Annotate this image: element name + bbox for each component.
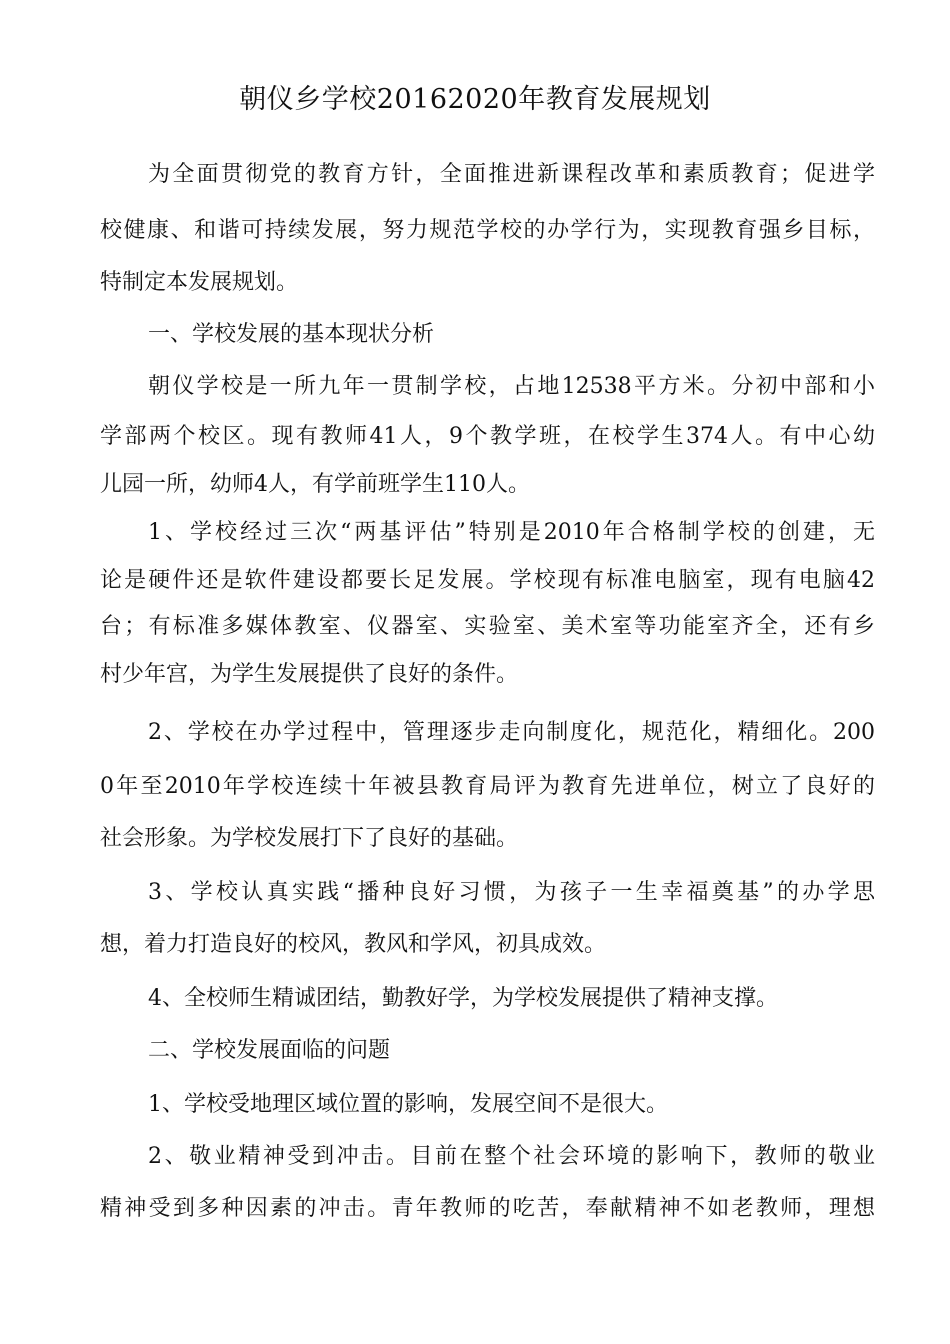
document-title: 朝仪乡学校20162020年教育发展规划 [239, 84, 711, 115]
paragraph-line: 学部两个校区。现有教师41人，9个教学班，在校学生374人。有中心幼 [100, 424, 875, 449]
paragraph-line: 校健康、和谐可持续发展，努力规范学校的办学行为，实现教育强乡目标， [100, 218, 875, 243]
paragraph-line: 村少年宫，为学生发展提供了良好的条件。 [100, 662, 519, 687]
paragraph-line: 3、学校认真实践“播种良好习惯，为孩子一生幸福奠基”的办学思 [148, 880, 875, 905]
section-heading: 二、学校发展面临的问题 [148, 1038, 391, 1063]
paragraph-line: 想，着力打造良好的校风，教风和学风，初具成效。 [100, 932, 607, 957]
section-heading: 一、学校发展的基本现状分析 [148, 322, 435, 347]
paragraph-line: 1、学校受地理区域位置的影响，发展空间不是很大。 [148, 1092, 668, 1117]
paragraph-line: 朝仪学校是一所九年一贯制学校，占地12538平方米。分初中部和小 [148, 374, 875, 399]
paragraph-line: 0年至2010年学校连续十年被县教育局评为教育先进单位，树立了良好的 [100, 774, 875, 799]
paragraph-line: 为全面贯彻党的教育方针，全面推进新课程改革和素质教育；促进学 [148, 162, 875, 187]
paragraph-line: 台；有标准多媒体教室、仪器室、实验室、美术室等功能室齐全，还有乡 [100, 614, 875, 639]
paragraph-line: 2、学校在办学过程中，管理逐步走向制度化，规范化，精细化。200 [148, 720, 875, 745]
paragraph-line: 论是硬件还是软件建设都要长足发展。学校现有标准电脑室，现有电脑42 [100, 568, 875, 593]
paragraph-line: 社会形象。为学校发展打下了良好的基础。 [100, 826, 519, 851]
paragraph-line: 4、全校师生精诚团结，勤教好学，为学校发展提供了精神支撑。 [148, 986, 778, 1011]
paragraph-line: 2、敬业精神受到冲击。目前在整个社会环境的影响下，教师的敬业 [148, 1144, 875, 1169]
paragraph-line: 特制定本发展规划。 [100, 270, 299, 295]
paragraph-line: 儿园一所，幼师4人，有学前班学生110人。 [100, 472, 530, 497]
paragraph-line: 精神受到多种因素的冲击。青年教师的吃苦，奉献精神不如老教师，理想 [100, 1196, 875, 1221]
paragraph-line: 1、学校经过三次“两基评估”特别是2010年合格制学校的创建，无 [148, 520, 875, 545]
